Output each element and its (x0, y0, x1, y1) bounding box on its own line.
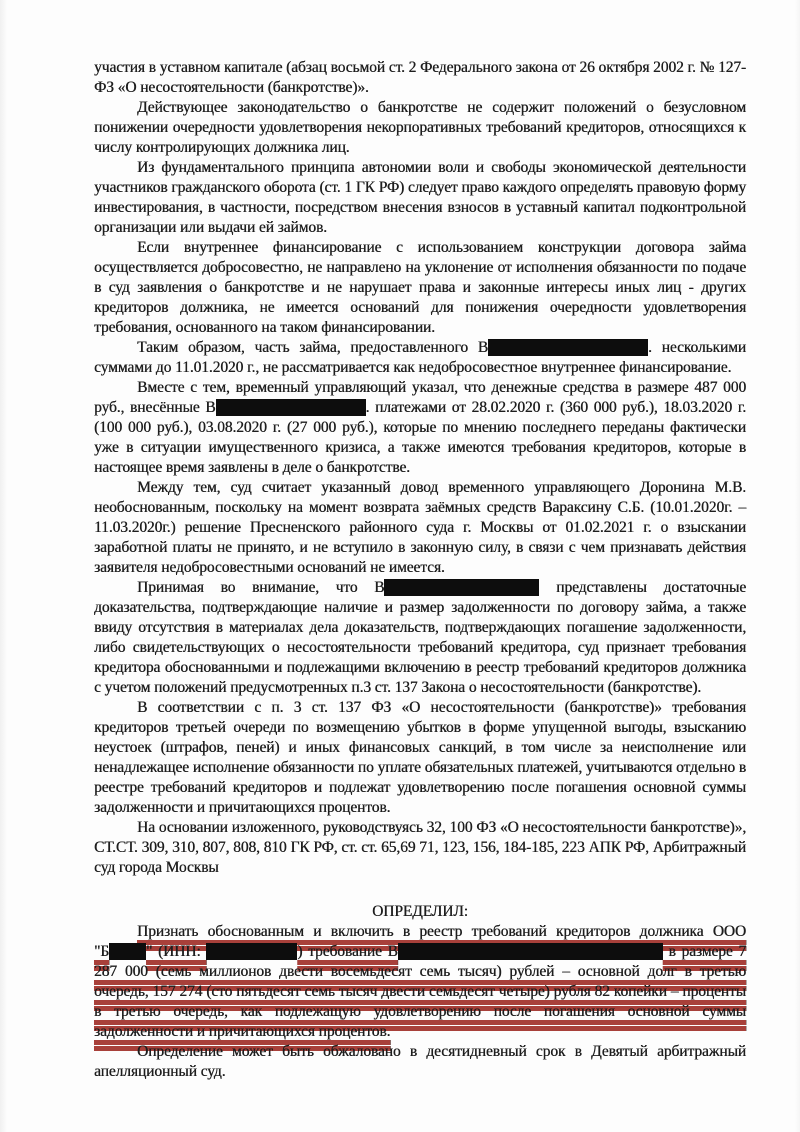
paragraph-court-disagrees: Между тем, суд считает указанный довод временного управляющего Доронина М.В. необоснованным, поскольку на момент возврата заёмных средств Вараксину С.Б. (10.01.2020г. – 11.03.2020г.) решение Пресненского районного суда г. Москвы от 01.02.2021 г. о взыскании заработной платы не принято, и не вступило в законную силу, в связи с чем признавать действия заявителя недобросовестными оснований не имеется. (94, 479, 746, 576)
paragraph-article-137: В соответствии с п. 3 ст. 137 ФЗ «О несостоятельности (банкротстве)» требования кредиторов третьей очереди по возмещению убытков в форме упущенной выгоды, взысканию неустоек (штрафов, пеней) и иных финансовых санкций, в том числе за неисполнение или ненадлежащее исполнение обязанности по уплате обязательных платежей, учитываются отдельно в реестре требований кредиторов и подлежат удовлетворению после погашения основной суммы задолженности и причитающихся процентов. (94, 699, 746, 816)
paragraph-appeal: Определение может быть обжаловано в десятидневный срок в Девятый арбитражный апелляционный суд. (94, 1043, 746, 1080)
paragraph-loan-part: Таким образом, часть займа, предоставленного В . несколькими суммами до 11.01.2020 г., не рассматривается как недобросовестное внутреннее финансирование. (94, 339, 746, 376)
redaction-bar (206, 943, 297, 960)
redaction-bar (384, 579, 539, 596)
redaction-bar (216, 399, 366, 416)
paragraph-continuation: участия в уставном капитале (абзац восьмой ст. 2 Федерального закона от 26 октября 2002 г. № 127-ФЗ «О несостоятельности (банкротстве)». (94, 59, 746, 96)
ruling-heading: ОПРЕДЕЛИЛ: (372, 903, 468, 920)
redaction-bar (488, 339, 648, 356)
resolution-paragraph: Признать обоснованным и включить в реестр требований кредиторов должника ООО "Б " (ИНН: ) требование В в размере 7 287 000 (семь миллионов двести восемьдесят семь тысяч) рублей – основной долг в третью очередь, 157 274 (сто пятьдесят семь тысяч двести семьдесят четыре) рубля 82 копейки – проценты в третью очередь, как подлежащую удовлетворению после погашения основной суммы задолженности и причитающихся процентов. (94, 923, 746, 1040)
paragraph-legal-basis: На основании изложенного, руководствуясь 32, 100 ФЗ «О несостоятельности банкротстве)», СТ.СТ. 309, 310, 807, 808, 810 ГК РФ, ст. ст. 65,69 71, 123, 156, 184-185, 223 АПК РФ, Арбитражный суд города Москвы (94, 819, 746, 876)
redaction-bar (109, 943, 146, 960)
paragraph-evidence: Принимая во внимание, что В представлены достаточные доказательства, подтверждающие наличие и размер задолженности по договору займа, а также ввиду отсутствия в материалах дела доказательств, подтверждающих погашение задолженности, либо свидетельствующих о несостоятельности требований кредитора, суд признает требования кредитора обоснованными и подлежащими включению в реестр требований кредиторов должника с учетом положений предусмотренных п.3 ст. 137 Закона о несостоятельности (банкротстве). (94, 579, 746, 696)
paragraph-autonomy-principle: Из фундаментального принципа автономии воли и свободы экономической деятельности участников гражданского оборота (ст. 1 ГК РФ) следует право каждого определять правовую форму инвестирования, в частности, посредством внесения взносов в уставный капитал подконтрольной организации или выдачи ей займов. (94, 159, 746, 236)
paragraph-internal-financing: Если внутреннее финансирование с использованием конструкции договора займа осуществляется добросовестно, не направлено на уклонение от исполнения обязанности по подаче в суд заявления о банкротстве и не нарушает права и законные интересы иных лиц - других кредиторов должника, не имеется оснований для понижения очередности удовлетворения требования, основанного на таком финансировании. (94, 239, 746, 336)
redaction-bar (398, 943, 663, 960)
paragraph-temporary-manager: Вместе с тем, временный управляющий указал, что денежные средства в размере 487 000 руб., внесённые В . платежами от 28.02.2020 г. (360 000 руб.), 18.03.2020 г. (100 000 руб.), 03.08.2020 г. (27 000 руб.), которые по мнению последнего переданы фактически уже в ситуации имущественного кризиса, а также имеются требования кредиторов, которые в настоящее время заявлены в деле о банкротстве. (94, 379, 746, 476)
paragraph-law-position: Действующее законодательство о банкротстве не содержит положений о безусловном понижении очередности удовлетворения некорпоративных требований кредиторов, относящихся к числу контролирующих должника лиц. (94, 99, 746, 156)
document-body (94, 58, 746, 1082)
